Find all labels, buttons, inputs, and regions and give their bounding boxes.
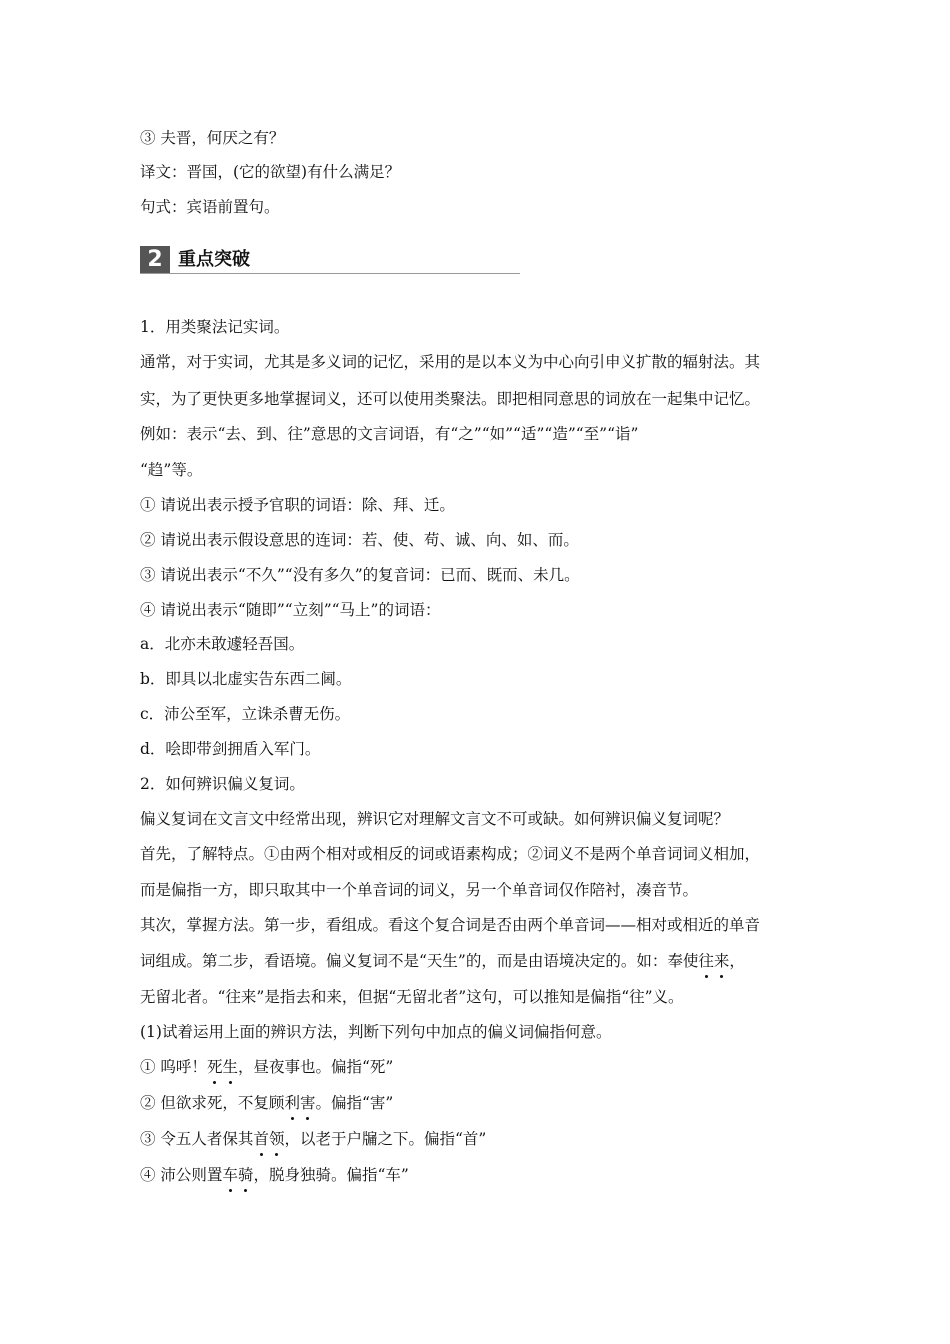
line-text: 词组成。第二步，看语境。偏义复词不是“天生”的，而是由语境决定的。如：奉使 <box>140 952 699 970</box>
point1-question: ④ 请说出表示“随即”“立刻”“马上”的词语： <box>140 601 441 619</box>
point2-paragraph-line: 其次，掌握方法。第一步，看组成。看这个复合词是否由两个单音词——相对或相近的单音 <box>140 916 761 934</box>
point1-example-a: a．北亦未敢遽轻吾国。 <box>140 635 305 653</box>
line-text: ① 呜呼！ <box>140 1058 207 1076</box>
example-translation: 译文：晋国，(它的欲望)有什么满足？ <box>140 163 401 181</box>
dotted-char: 害 <box>299 1094 316 1112</box>
dotted-char: 首 <box>253 1130 269 1148</box>
point2-intro: 偏义复词在文言文中经常出现，辨识它对理解文言文不可或缺。如何辨识偏义复词呢？ <box>140 810 730 828</box>
section-title: 重点突破 <box>178 249 250 270</box>
dotted-char: 车 <box>222 1166 238 1184</box>
example-sentence: ③ 夫晋，何厌之有？ <box>140 129 285 147</box>
exercise-item <box>140 1128 820 1150</box>
line-text: 。偏指“害” <box>315 1094 394 1112</box>
point1-example-b: b．即具以北虚实告东西二阃。 <box>140 670 352 688</box>
point1-example-d: d．哙即带剑拥盾入军门。 <box>140 740 321 758</box>
point1-example-c: c．沛公至军，立诛杀曹无伤。 <box>140 705 351 723</box>
point2-paragraph-line: 而是偏指一方，即只取其中一个单音词的词义，另一个单音词仅作陪衬，凑音节。 <box>140 881 699 899</box>
line-text: ② 但欲求死，不复顾 <box>140 1094 285 1112</box>
dotted-char: 骑 <box>237 1166 254 1184</box>
line-text: ，昼夜事也。偏指“死” <box>237 1058 394 1076</box>
point1-heading: 1．用类聚法记实词。 <box>140 318 290 336</box>
exercise-heading: (1)试着运用上面的辨识方法，判断下列句中加点的偏义词偏指何意。 <box>140 1023 612 1041</box>
dotted-char: 来 <box>713 952 730 970</box>
point1-paragraph-line: “趋”等。 <box>140 461 203 479</box>
dotted-char: 生 <box>222 1058 238 1076</box>
point1-paragraph-line: 实，为了更快更多地掌握词义，还可以使用类聚法。即把相同意思的词放在一起集中记忆。 <box>140 390 761 408</box>
point1-paragraph-line: 例如：表示“去、到、往”意思的文言词语，有“之”“如”“适”“造”“至”“诣” <box>140 425 639 443</box>
line-text: ， <box>729 952 745 970</box>
line-text: ，脱身独骑。偏指“车” <box>253 1166 409 1184</box>
exercise-item <box>140 1092 820 1114</box>
line-text: ④ 沛公则置 <box>140 1166 223 1184</box>
section-divider <box>140 273 520 274</box>
point2-paragraph-line <box>140 950 820 972</box>
point1-paragraph-line: 通常，对于实词，尤其是多义词的记忆，采用的是以本义为中心向引申义扩散的辐射法。其 <box>140 353 761 371</box>
line-text: ，以老于户牖之下。偏指“首” <box>284 1130 487 1148</box>
point2-heading: 2．如何辨识偏义复词。 <box>140 775 305 793</box>
point1-question: ② 请说出表示假设意思的连词：若、使、苟、诚、向、如、而。 <box>140 531 579 549</box>
example-pattern: 句式：宾语前置句。 <box>140 198 280 216</box>
exercise-item <box>140 1056 820 1078</box>
dotted-char: 利 <box>284 1094 300 1112</box>
point1-question: ① 请说出表示授予官职的词语：除、拜、迁。 <box>140 496 455 514</box>
point2-paragraph-line: 首先，了解特点。①由两个相对或相反的词或语素构成；②词义不是两个单音词词义相加， <box>140 845 761 863</box>
section-number-badge: 2 <box>140 246 170 273</box>
dotted-char: 领 <box>268 1130 285 1148</box>
section-header <box>140 244 520 274</box>
dotted-char: 死 <box>206 1058 223 1076</box>
line-text: ③ 令五人者保其 <box>140 1130 254 1148</box>
point2-paragraph-line: 无留北者。“往来”是指去和来，但据“无留北者”这句，可以推知是偏指“往”义。 <box>140 988 684 1006</box>
exercise-item <box>140 1164 820 1186</box>
point1-question: ③ 请说出表示“不久”“没有多久”的复音词：已而、既而、未几。 <box>140 566 580 584</box>
dotted-char: 往 <box>698 952 714 970</box>
